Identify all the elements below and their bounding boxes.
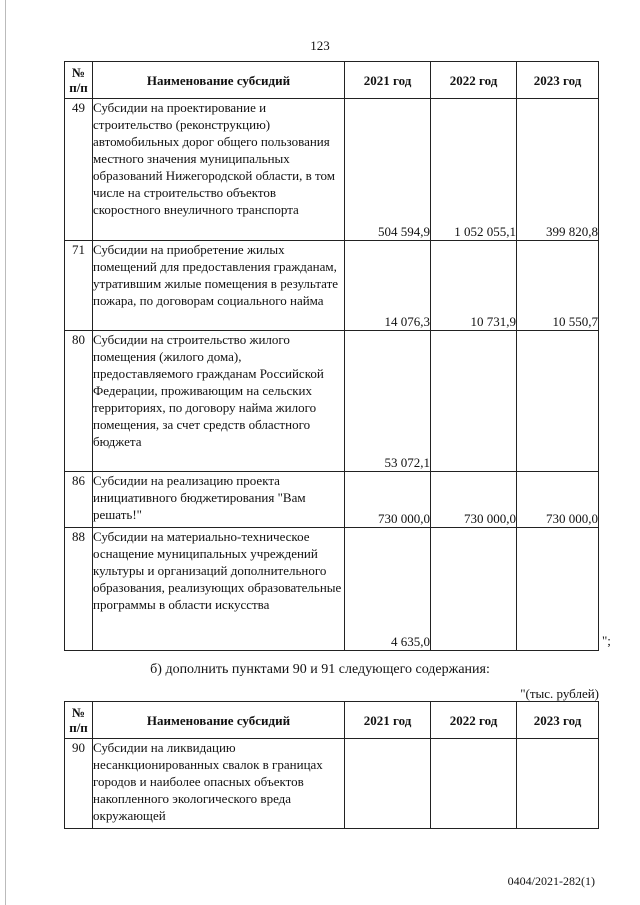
header-name: Наименование субсидий xyxy=(93,62,345,99)
row-number: 49 xyxy=(65,99,93,241)
row-value-2022 xyxy=(431,331,517,472)
table-row xyxy=(65,528,599,651)
row-number: 71 xyxy=(65,241,93,331)
row-value-2022: 10 731,9 xyxy=(431,241,517,331)
table-row xyxy=(65,241,599,331)
row-name: Субсидии на строительство жилого помещения (жилого дома), предоставляемого гражданам Российской Федерации, проживающим на сельских территориях, по договору найма жилого помещения, за счет средств областного бюджета xyxy=(93,331,345,472)
row-number: 86 xyxy=(65,472,93,528)
subsidies-table xyxy=(64,61,599,651)
row-value-2022 xyxy=(431,528,517,651)
header-number: № п/п xyxy=(65,702,93,739)
table-row xyxy=(65,99,599,241)
row-value-2022: 1 052 055,1 xyxy=(431,99,517,241)
row-number: 90 xyxy=(65,739,93,829)
row-value-2023: 399 820,8 xyxy=(517,99,599,241)
row-value-2022 xyxy=(431,739,517,829)
row-value-2022: 730 000,0 xyxy=(431,472,517,528)
table-header-row xyxy=(65,62,599,99)
row-value-2021: 504 594,9 xyxy=(345,99,431,241)
row-value-2021 xyxy=(345,739,431,829)
amendment-instruction: б) дополнить пунктами 90 и 91 следующего содержания: xyxy=(150,662,490,677)
new-items-table xyxy=(64,701,599,829)
header-2021: 2021 год xyxy=(345,62,431,99)
header-name: Наименование субсидий xyxy=(93,702,345,739)
page-number: 123 xyxy=(310,38,330,53)
row-value-2023: 10 550,7 xyxy=(517,241,599,331)
row-value-2023 xyxy=(517,331,599,472)
table-row xyxy=(65,331,599,472)
header-number: № п/п xyxy=(65,62,93,99)
table-header-row xyxy=(65,702,599,739)
row-value-2023 xyxy=(517,528,599,651)
row-value-2023 xyxy=(517,739,599,829)
header-2022: 2022 год xyxy=(431,62,517,99)
header-2021: 2021 год xyxy=(345,702,431,739)
row-name: Субсидии на реализацию проекта инициативного бюджетирования "Вам решать!" xyxy=(93,472,345,528)
row-name: Субсидии на материально-техническое оснащение муниципальных учреждений культуры и организаций дополнительного образования, реализующих образовательные программы в области искусства xyxy=(93,528,345,651)
header-2022: 2022 год xyxy=(431,702,517,739)
row-value-2021: 4 635,0 xyxy=(345,528,431,651)
row-value-2021: 53 072,1 xyxy=(345,331,431,472)
table-row xyxy=(65,739,599,829)
table-row xyxy=(65,472,599,528)
row-number: 88 xyxy=(65,528,93,651)
row-name: Субсидии на проектирование и строительство (реконструкцию) автомобильных дорог общего пользования местного значения муниципальных образований Нижегородской области, в том числе на строительство объектов скоростного внеуличного транспорта xyxy=(93,99,345,241)
table-end-mark: "; xyxy=(602,633,611,648)
units-label: "(тыс. рублей) xyxy=(520,686,599,701)
header-2023: 2023 год xyxy=(517,62,599,99)
row-name: Субсидии на приобретение жилых помещений для предоставления гражданам, утратившим жилые помещения в результате пожара, по договорам социального найма xyxy=(93,241,345,331)
row-value-2021: 730 000,0 xyxy=(345,472,431,528)
row-name: Субсидии на ликвидацию несанкционированных свалок в границах городов и наиболее опасных объектов накопленного экологического вреда окружающей xyxy=(93,739,345,829)
row-value-2023: 730 000,0 xyxy=(517,472,599,528)
scan-margin-line xyxy=(5,0,6,905)
document-code: 0404/2021-282(1) xyxy=(507,874,595,888)
row-number: 80 xyxy=(65,331,93,472)
header-2023: 2023 год xyxy=(517,702,599,739)
row-value-2021: 14 076,3 xyxy=(345,241,431,331)
